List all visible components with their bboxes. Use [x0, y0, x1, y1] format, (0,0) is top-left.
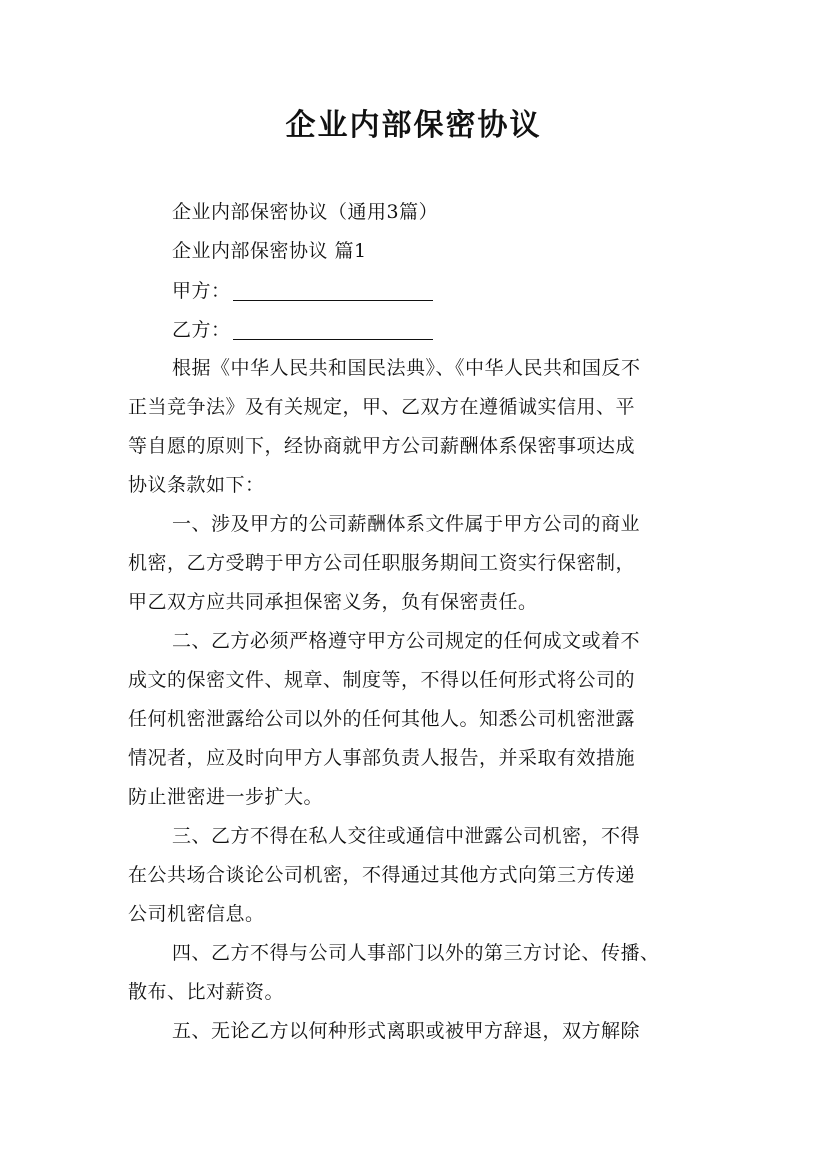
body-line: 协议条款如下： — [128, 474, 265, 496]
document-title: 企业内部保密协议 — [285, 108, 542, 143]
party-a-line — [172, 277, 752, 305]
body-line: 四、乙方不得与公司人事部门以外的第三方讨论、传播、 — [172, 942, 660, 964]
party-b-line — [172, 316, 752, 344]
body-line: 根据《中华人民共和国民法典》、《中华人民共和国反不 — [172, 357, 641, 379]
body-line: 散布、比对薪资。 — [128, 981, 285, 1003]
party-b-label: 乙方： — [172, 319, 231, 341]
body-line: 防止泄密进一步扩大。 — [128, 786, 324, 808]
body-line: 机密，乙方受聘于甲方公司任职服务期间工资实行保密制， — [128, 552, 636, 574]
body-line: 公司机密信息。 — [128, 903, 265, 925]
body-line: 正当竞争法》及有关规定，甲、乙双方在遵循诚实信用、平 — [128, 396, 636, 418]
body-line: 甲乙双方应共同承担保密义务，负有保密责任。 — [128, 591, 538, 613]
section-heading: 企业内部保密协议 篇1 — [172, 240, 367, 262]
document-subtitle: 企业内部保密协议（通用3篇） — [172, 201, 439, 223]
body-line: 一、涉及甲方的公司薪酬体系文件属于甲方公司的商业 — [172, 513, 641, 535]
body-line: 任何机密泄露给公司以外的任何其他人。知悉公司机密泄露 — [128, 708, 636, 730]
party-b-blank — [233, 338, 433, 340]
body-line: 成文的保密文件、规章、制度等，不得以任何形式将公司的 — [128, 669, 636, 691]
body-line: 二、乙方必须严格遵守甲方公司规定的任何成文或着不 — [172, 630, 641, 652]
party-a-label: 甲方： — [172, 280, 231, 302]
body-line: 等自愿的原则下，经协商就甲方公司薪酬体系保密事项达成 — [128, 435, 636, 457]
body-line: 情况者，应及时向甲方人事部负责人报告，并采取有效措施 — [128, 747, 636, 769]
body-line: 在公共场合谈论公司机密，不得通过其他方式向第三方传递 — [128, 864, 636, 886]
body-line: 三、乙方不得在私人交往或通信中泄露公司机密，不得 — [172, 825, 641, 847]
party-a-blank — [233, 299, 433, 301]
body-line: 五、无论乙方以何种形式离职或被甲方辞退，双方解除 — [172, 1020, 641, 1042]
